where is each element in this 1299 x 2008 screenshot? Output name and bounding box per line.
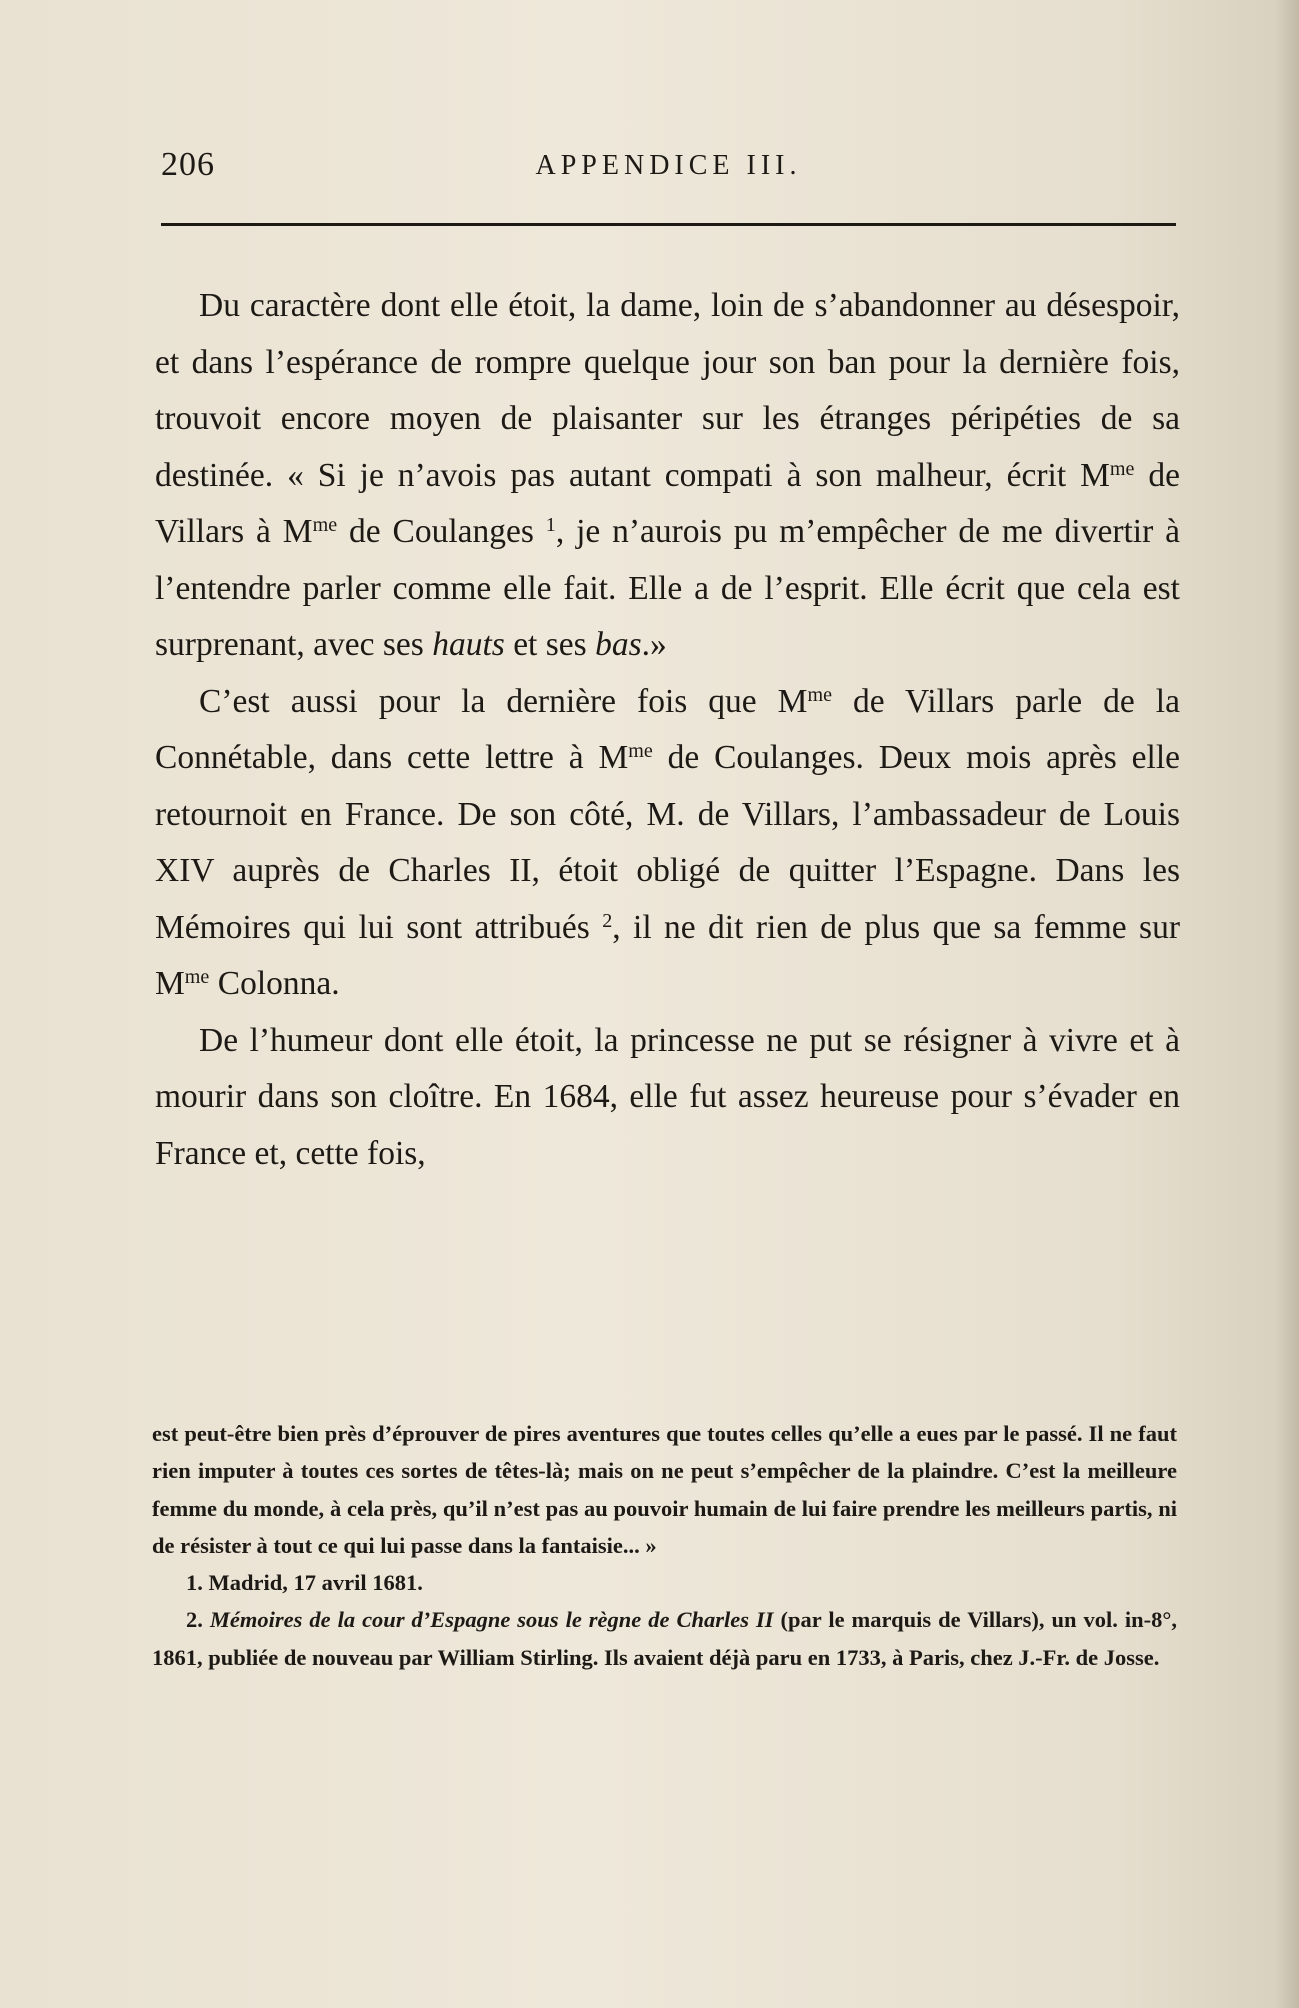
footnote-continuation: est peut-être bien près d’éprouver de pires aventures que toutes celles qu’elle a eues par le passé. Il ne faut rien imputer à toutes ces sortes de têtes-là; mais on ne peut s’empêcher de la plaindre. C’est la meilleure femme du monde, à cela près, qu’il n’est pas au pouvoir humain de lui faire prendre les meilleurs partis, ni de résister à tout ce qui lui passe dans la fantaisie... » (152, 1421, 1177, 1558)
page-header (161, 146, 1176, 194)
paragraph-1: Du caractère dont elle étoit, la dame, loin de s’abandonner au désespoir, et dans l’espérance de rompre quelque jour son ban pour la dernière fois, trouvoit encore moyen de plaisanter sur les étranges péripéties de sa destinée. « Si je n’avois pas autant compati à son malheur, écrit $M^{me}$ de Villars à $M^{me}$ de Coulanges $^1$, je n’aurois pu m’empêcher de me divertir à l’entendre parler comme elle fait. Elle a de l’esprit. Elle écrit que cela est surprenant, avec ses hauts et ses bas.» (155, 287, 1181, 663)
page-edge-shadow (1275, 0, 1299, 2008)
paragraph-2: C’est aussi pour la dernière fois que $M^{me}$ de Villars parle de la Connétable, dans cette lettre à $M^{me}$ de Coulanges. Deux mois après elle retournoit en France. De son côté, M. de Villars, l’ambassadeur de Louis XIV auprès de Charles II, étoit obligé de quitter l’Espagne. Dans les Mémoires qui lui sont attribués $^2$, il ne dit rien de plus que sa femme sur $M^{me}$ Colonna. (155, 682, 1180, 1002)
footnote-2: 2. Mémoires de la cour d’Espagne sous le règne de Charles II (par le marquis de Villars), un vol. in-8°, 1861, publiée de nouveau par William Stirling. Ils avaient déjà paru en 1733, à Paris, chez J.-Fr. de Josse. (152, 1607, 1177, 1670)
page-number: 206 (161, 146, 215, 183)
footnote-ref-2[interactable]: 2 (602, 909, 613, 932)
paragraph-3: De l’humeur dont elle étoit, la princesse ne put se résigner à vivre et à mourir dans son cloître. En 1684, elle fut assez heureuse pour s’évader en France et, cette fois, (155, 1021, 1180, 1172)
main-text (155, 278, 1180, 1182)
footnote-ref-1[interactable]: 1 (545, 513, 556, 536)
footnote-1: 1. Madrid, 17 avril 1681. (186, 1570, 423, 1596)
footnotes (152, 1415, 1177, 1676)
running-head: APPENDICE III. (535, 150, 802, 181)
header-rule (161, 223, 1176, 226)
